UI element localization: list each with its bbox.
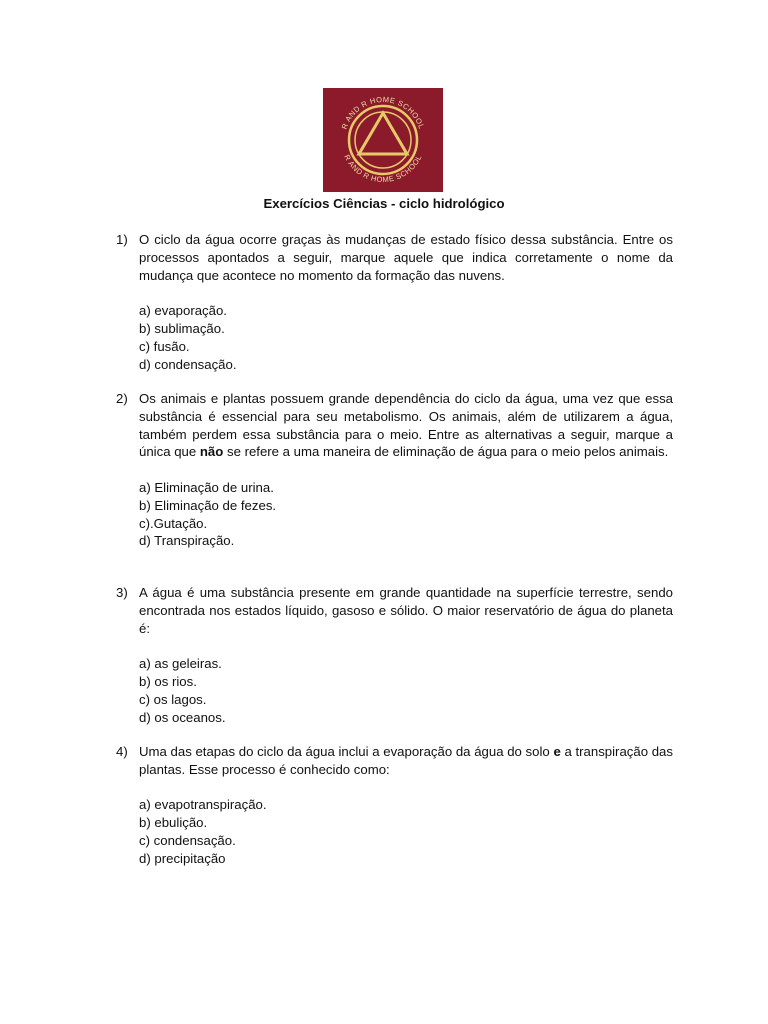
- option-d: d) Transpiração.: [139, 533, 235, 549]
- stem-text: a transpiração das plantas. Esse processo é conhecido como:: [139, 744, 673, 777]
- question-stem: O ciclo da água ocorre graças às mudanças de estado físico dessa substância. Entre os processos apontados a seguir, marque aquele que indica corretamente o nome da mudança que acontece no momento da formação das nuvens.: [139, 232, 673, 283]
- question-2: [116, 390, 673, 550]
- stem-emphasis: e: [553, 744, 561, 759]
- question-stem: A água é uma substância presente em grande quantidade na superfície terrestre, sendo encontrada nos estados líquido, gasoso e sólido. O maior reservatório de água do planeta é:: [139, 585, 673, 636]
- options-list: [139, 655, 673, 726]
- option-d: d) condensação.: [139, 356, 237, 372]
- option-b: b) sublimação.: [139, 320, 225, 336]
- question-stem: [139, 390, 673, 461]
- option-a: a) as geleiras.: [139, 656, 222, 672]
- question-1: [116, 231, 673, 373]
- option-d: d) os oceanos.: [139, 709, 226, 725]
- question-number: 4): [116, 744, 128, 759]
- question-4: [116, 743, 673, 868]
- question-number: 3): [116, 585, 128, 600]
- question-stem: [139, 743, 673, 779]
- option-a: a) evapotranspiração.: [139, 797, 267, 813]
- option-d: d) precipitação: [139, 850, 226, 866]
- option-c: c).Gutação.: [139, 515, 208, 531]
- stem-text: se refere a uma maneira de eliminação de água para o meio pelos animais.: [223, 444, 669, 460]
- option-b: b) ebulição.: [139, 815, 208, 831]
- stem-text: Os animais e plantas possuem grande dependência do ciclo da água, uma vez que essa substância é essencial para seu metabolismo. Os animais, além de utilizarem a água, também perdem essa substância para o meio. Entre as alternativas a seguir, marque a única que: [139, 391, 673, 460]
- stem-text: Uma das etapas do ciclo da água inclui a evaporação da água do solo: [139, 744, 554, 759]
- option-b: b) os rios.: [139, 673, 197, 689]
- school-logo: [323, 88, 443, 192]
- option-c: c) condensação.: [139, 832, 236, 848]
- options-list: [139, 796, 673, 867]
- logo-text-bottom: R AND R HOME SCHOOL: [342, 153, 424, 185]
- question-number: 1): [116, 232, 128, 247]
- stem-emphasis: não: [199, 444, 224, 460]
- question-3: [116, 584, 673, 726]
- options-list: [139, 302, 673, 373]
- option-c: c) os lagos.: [139, 691, 207, 707]
- option-b: b) Eliminação de fezes.: [139, 497, 277, 513]
- page-title: Exercícios Ciências - ciclo hidrológico: [263, 196, 505, 211]
- logo-text-top: R AND R HOME SCHOOL: [339, 94, 427, 131]
- options-list: [139, 479, 673, 550]
- option-c: c) fusão.: [139, 338, 190, 354]
- question-number: 2): [116, 391, 128, 406]
- option-a: a) evaporação.: [139, 303, 227, 319]
- option-a: a) Eliminação de urina.: [139, 479, 274, 495]
